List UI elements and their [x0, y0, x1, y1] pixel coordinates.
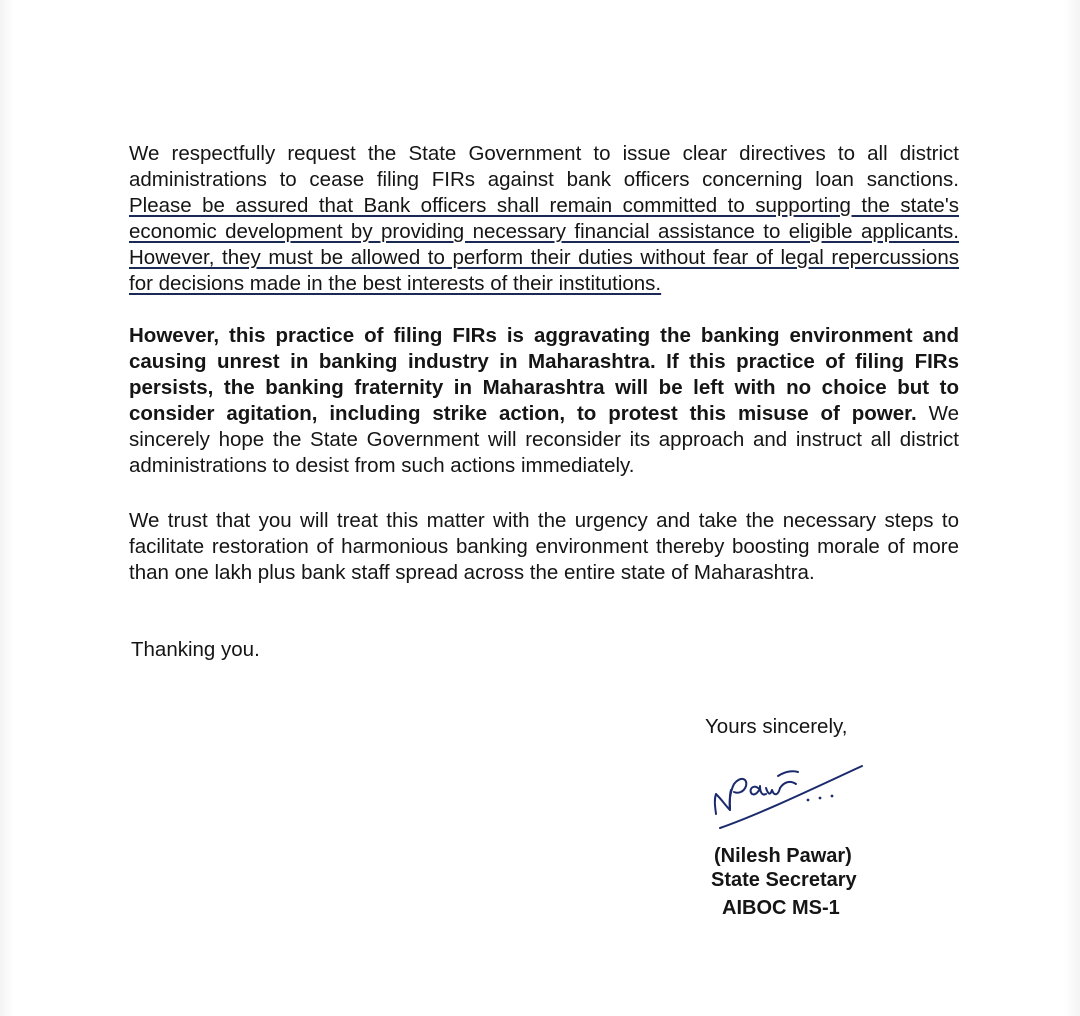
closing-salutation: Yours sincerely,: [705, 715, 848, 738]
text-line: sincerely hope the State Government will reconsider its approach and instruct all district: [129, 428, 959, 451]
text-line: administrations to desist from such actions immediately.: [129, 454, 635, 477]
paragraph-trust: [129, 508, 959, 586]
text-line: administrations to cease filing FIRs against bank officers concerning loan sanctions.: [129, 168, 959, 191]
text-segment: We: [928, 402, 959, 425]
signatory-title: State Secretary: [711, 869, 857, 891]
text-line: We trust that you will treat this matter with the urgency and take the necessary steps to: [129, 509, 959, 532]
paragraph-warning: [129, 323, 959, 479]
text-line: We respectfully request the State Government to issue clear directives to all district: [129, 142, 959, 165]
text-line: facilitate restoration of harmonious banking environment thereby boosting morale of more: [129, 535, 959, 558]
bold-text-segment: consider agitation, including strike action, to protest this misuse of power.: [129, 402, 917, 425]
text-line-underlined: However, they must be allowed to perform their duties without fear of legal repercussions: [129, 246, 959, 269]
text-line: than one lakh plus bank staff spread across the entire state of Maharashtra.: [129, 561, 815, 584]
mixed-text-line: [129, 401, 959, 427]
signatory-name: (Nilesh Pawar): [714, 845, 852, 867]
bold-text-line: persists, the banking fraternity in Maharashtra will be left with no choice but to: [129, 376, 959, 399]
text-line-underlined: economic development by providing necessary financial assistance to eligible applicants.: [129, 220, 959, 243]
handwritten-signature: [700, 748, 875, 838]
bold-text-line: However, this practice of filing FIRs is aggravating the banking environment and: [129, 324, 959, 347]
text-line-underlined: for decisions made in the best interests of their institutions.: [129, 272, 662, 295]
signatory-organization: AIBOC MS-1: [722, 897, 840, 919]
text-line-underlined: Please be assured that Bank officers shall remain committed to supporting the state's: [129, 194, 959, 217]
bold-text-line: causing unrest in banking industry in Maharashtra. If this practice of filing FIRs: [129, 350, 959, 373]
thanks-line: Thanking you.: [131, 638, 260, 661]
paragraph-request: [129, 141, 959, 297]
